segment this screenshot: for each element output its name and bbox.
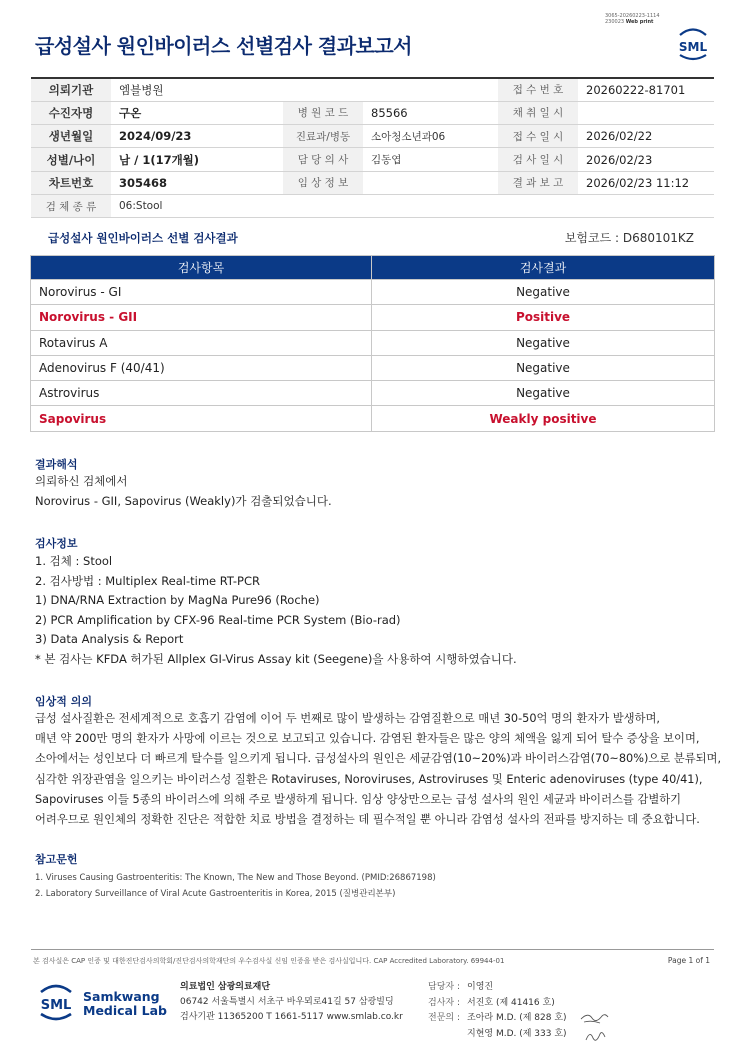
web-print-label: Web print — [625, 19, 654, 25]
brand-name — [83, 990, 167, 1018]
report-datetime: 2026/02/23 11:12 — [578, 171, 714, 194]
test-result: Negative — [372, 330, 715, 355]
staff-name: 서진호 (제 41416 호) — [467, 997, 555, 1008]
interpretation-title: 결과해석 — [35, 458, 78, 471]
test-result: Negative — [372, 381, 715, 406]
test-info-line: 3) Data Analysis & Report — [35, 632, 184, 646]
staff-role: 담당자 : — [428, 982, 460, 992]
clinical-line: 매년 약 200만 명의 환자가 사망에 이르는 것으로 보고되고 있습니다. 감염된 환자들은 많은 양의 체액을 잃게 되어 탈수 증상을 보이며, — [35, 732, 700, 746]
test-result: Negative — [372, 280, 715, 305]
info-label: 병 원 코 드 — [283, 101, 363, 124]
brand-line: Samkwang — [83, 989, 160, 1004]
info-row — [31, 78, 714, 101]
test-info-line: 1. 검체 : Stool — [35, 554, 113, 568]
test-result: Negative — [372, 355, 715, 380]
chart-number: 305468 — [111, 171, 283, 194]
print-code — [605, 13, 660, 25]
results-table — [30, 255, 715, 432]
table-row — [31, 381, 715, 406]
test-info-line: 2) PCR Amplification by CFX-96 Real-time PCR System (Bio-rad) — [35, 612, 401, 627]
organization-name: 의료법인 삼광의료재단 — [180, 982, 271, 992]
staff-name: 조아라 M.D. (제 828 호) — [467, 1013, 567, 1023]
info-row — [31, 148, 714, 171]
sml-logo-icon — [36, 978, 76, 1026]
clinical-line: 소아에서는 성인보다 더 빠르게 탈수를 일으키게 됩니다. 급성설사의 원인은 세균감염(10~20%)과 바이러스감염(70~80%)으로 분류되며, — [35, 752, 722, 766]
specimen-type: 06:Stool — [111, 194, 714, 217]
staff-row — [428, 996, 567, 1012]
referring-institution: 엠블병원 — [111, 78, 498, 101]
insurance-code: 보험코드 : D680101KZ — [564, 231, 694, 245]
hospital-code: 85566 — [363, 101, 498, 124]
print-code-line1: 3065-20260223-1114 — [605, 13, 660, 19]
signature-icon — [578, 1010, 612, 1046]
staff-name: 이영진 — [467, 982, 494, 992]
test-item: Adenovirus F (40/41) — [31, 355, 372, 380]
accreditation-note: 본 검사실은 CAP 인증 및 대한진단검사의학회/진단검사의학재단의 우수검사실 신임 인증을 받은 검사실입니다. CAP Accredited Laboratory. 69944-01 — [33, 957, 505, 965]
info-label: 임 상 정 보 — [283, 171, 363, 194]
table-row — [31, 330, 715, 355]
clinical-line: 급성 설사질환은 전세계적으로 호흡기 감염에 이어 두 번째로 많이 발생하는 감염질환으로 매년 30-50억 명의 환자가 발생하며, — [35, 712, 661, 725]
references-list — [35, 870, 436, 902]
table-row — [31, 280, 715, 305]
references-title: 참고문헌 — [35, 853, 78, 866]
test-date: 2026/02/23 — [578, 148, 714, 171]
info-row — [31, 125, 714, 148]
results-heading: 급성설사 원인바이러스 선별 검사결과 — [48, 231, 238, 245]
clinical-title: 임상적 의의 — [35, 695, 92, 708]
clinical-line: 심각한 위장관염을 일으키는 바이러스성 질환은 Rotaviruses, Noroviruses, Astroviruses 및 Enteric adenoviruses (type 40/41), — [35, 772, 703, 786]
organization-info — [180, 980, 403, 1025]
organization-contact: 검사기관 11365200 T 1661-5117 www.smlab.co.kr — [180, 1012, 403, 1022]
footer-divider — [31, 949, 714, 950]
test-info-line: 2. 검사방법 : Multiplex Real-time RT-PCR — [35, 573, 260, 588]
page-number: Page 1 of 1 — [667, 956, 710, 965]
print-code-line2: 230023 — [605, 19, 625, 25]
sex-age: 남 / 1(17개월) — [111, 148, 283, 171]
clinical-info — [363, 171, 498, 194]
sml-logo-icon — [674, 26, 712, 62]
test-info-title: 검사정보 — [35, 537, 78, 550]
interpretation-line: 의뢰하신 검체에서 — [35, 474, 128, 488]
staff-role: 전문의 : — [428, 1013, 460, 1023]
patient-info-table — [31, 77, 714, 218]
table-row — [31, 406, 715, 431]
sml-logo-text: SML — [678, 40, 708, 54]
col-test-result: 검사결과 — [372, 256, 715, 280]
clinical-line: Sapoviruses 이들 5종의 바이러스에 의해 주로 발생하게 됩니다. 임상 양상만으로는 급성 설사의 원인 세균과 바이러스를 감별하기 — [35, 792, 682, 806]
sml-logo-text: SML — [40, 998, 72, 1013]
info-label: 차트번호 — [31, 171, 111, 194]
reference-item: 1. Viruses Causing Gastroenteritis: The Known, The New and Those Beyond. (PMID:26867198) — [35, 873, 436, 883]
results-header-row — [31, 256, 715, 280]
interpretation-line: Norovirus - GII, Sapovirus (Weakly)가 검출되었습니다. — [35, 493, 332, 508]
collection-datetime — [578, 101, 714, 124]
test-info-text — [35, 552, 517, 669]
test-result: Weakly positive — [372, 406, 715, 431]
attending-doctor: 김동엽 — [363, 148, 498, 171]
info-label: 채 취 일 시 — [498, 101, 578, 124]
table-row — [31, 305, 715, 330]
clinical-line: 어려우므로 원인체의 정확한 진단은 적합한 치료 방법을 결정하는 데 필수적일 뿐 아니라 감염성 설사의 전파를 방지하는 데 중요합니다. — [35, 813, 700, 827]
test-item: Norovirus - GII — [31, 305, 372, 330]
reference-item: 2. Laboratory Surveillance of Viral Acute Gastroenteritis in Korea, 2015 (질병관리본부) — [35, 889, 396, 899]
info-label: 접 수 번 호 — [498, 78, 578, 101]
info-label: 수진자명 — [31, 101, 111, 124]
test-item: Norovirus - GI — [31, 280, 372, 305]
staff-list — [428, 980, 567, 1042]
report-title: 급성설사 원인바이러스 선별검사 결과보고서 — [35, 34, 412, 58]
test-item: Rotavirus A — [31, 330, 372, 355]
info-label: 검 사 일 시 — [498, 148, 578, 171]
info-label: 진료과/병동 — [283, 125, 363, 148]
interpretation-text — [35, 472, 332, 511]
test-item: Sapovirus — [31, 406, 372, 431]
staff-row — [428, 980, 567, 996]
staff-role: 검사자 : — [428, 997, 460, 1008]
info-row — [31, 194, 714, 217]
test-result: Positive — [372, 305, 715, 330]
accession-number: 20260222-81701 — [578, 78, 714, 101]
info-row — [31, 171, 714, 194]
staff-name: 지현영 M.D. (제 333 호) — [467, 1028, 567, 1039]
test-item: Astrovirus — [31, 381, 372, 406]
col-test-item: 검사항목 — [31, 256, 372, 280]
test-info-line: 1) DNA/RNA Extraction by MagNa Pure96 (Roche) — [35, 593, 320, 607]
patient-name: 구온 — [111, 101, 283, 124]
staff-role — [428, 1027, 467, 1043]
table-row — [31, 355, 715, 380]
brand-line: Medical Lab — [83, 1003, 167, 1018]
info-label: 의뢰기관 — [31, 78, 111, 101]
organization-address: 06742 서울특별시 서초구 바우뫼로41길 57 삼광빌딩 — [180, 997, 394, 1007]
clinical-text — [35, 709, 721, 830]
info-label: 검 체 종 류 — [31, 194, 111, 217]
info-label: 성별/나이 — [31, 148, 111, 171]
info-label: 생년월일 — [31, 125, 111, 148]
info-row — [31, 101, 714, 124]
info-label: 담 당 의 사 — [283, 148, 363, 171]
test-info-line: * 본 검사는 KFDA 허가된 Allplex GI-Virus Assay kit (Seegene)을 사용하여 시행하였습니다. — [35, 651, 517, 666]
department: 소아청소년과06 — [363, 125, 498, 148]
staff-row — [428, 1027, 567, 1043]
staff-row — [428, 1011, 567, 1027]
info-label: 접 수 일 시 — [498, 125, 578, 148]
info-label: 결 과 보 고 — [498, 171, 578, 194]
birth-date: 2024/09/23 — [111, 125, 283, 148]
received-date: 2026/02/22 — [578, 125, 714, 148]
